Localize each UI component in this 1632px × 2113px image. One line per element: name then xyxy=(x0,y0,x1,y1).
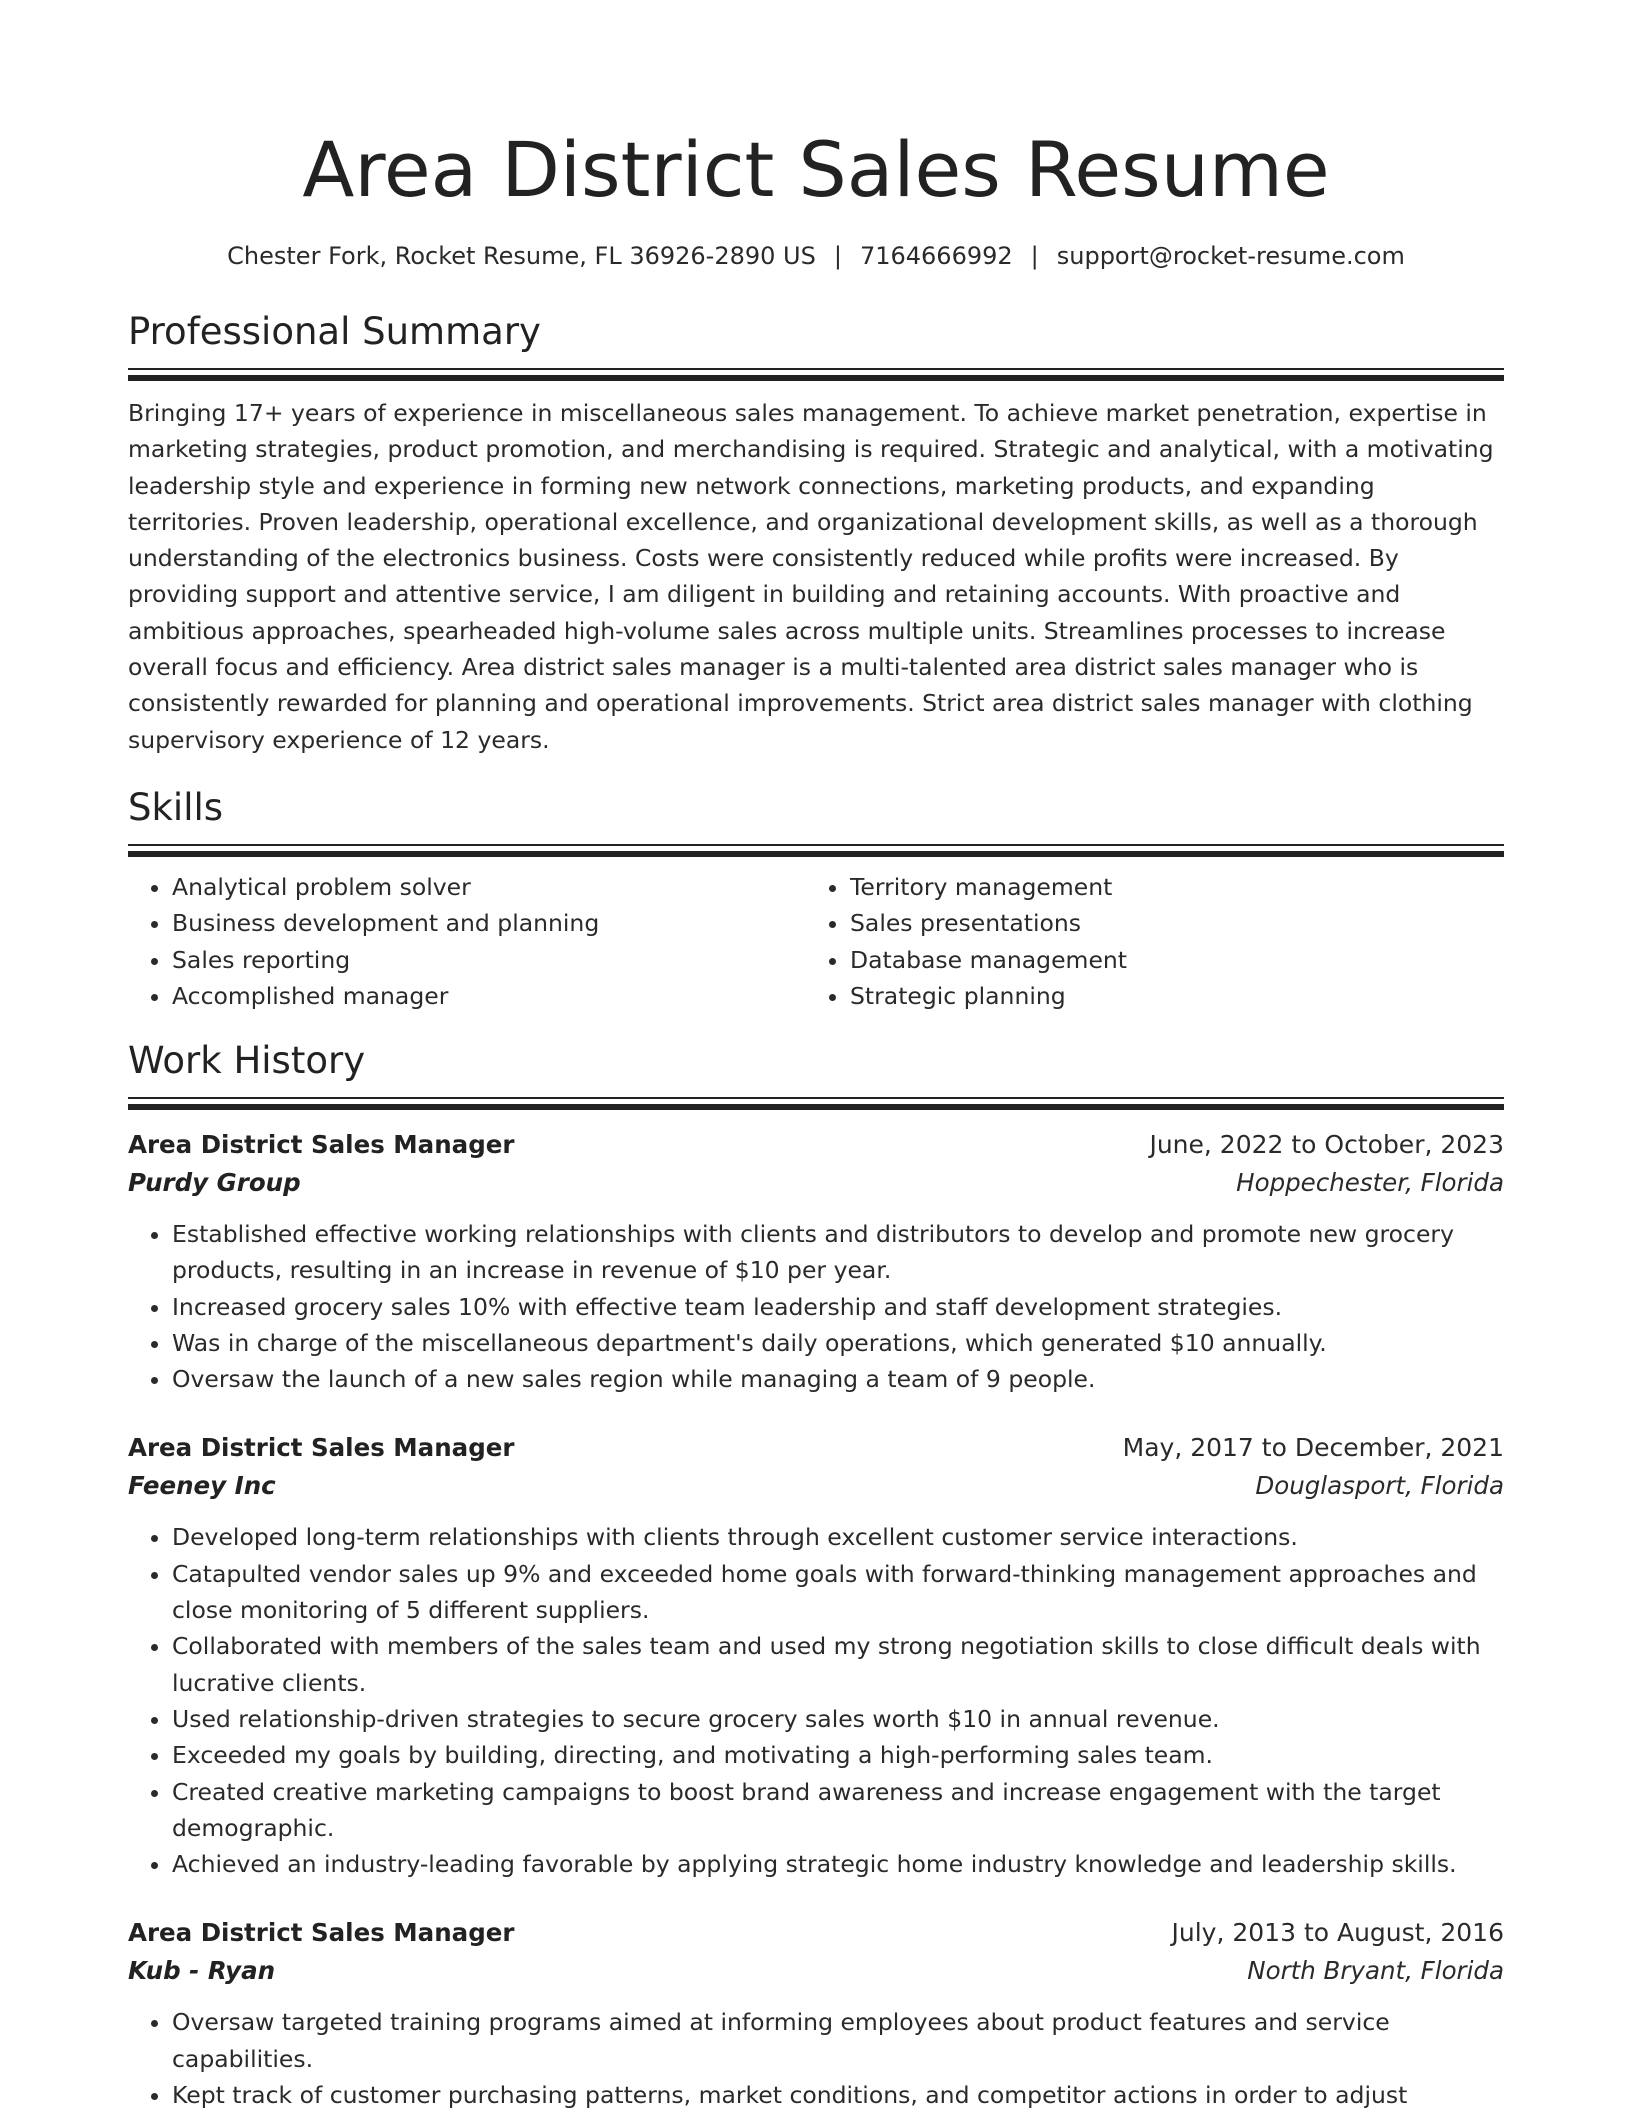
job-header xyxy=(128,1429,1504,1467)
section-divider xyxy=(128,1097,1504,1110)
job-subheader xyxy=(128,1467,1504,1505)
job-dates: July, 2013 to August, 2016 xyxy=(1171,1918,1504,1948)
job-title: Area District Sales Manager xyxy=(128,1433,515,1463)
address: Chester Fork, Rocket Resume, FL 36926-2890 US xyxy=(227,242,816,270)
job-bullets xyxy=(128,2004,1504,2113)
section-divider xyxy=(128,368,1504,381)
skills-column-left xyxy=(128,869,806,1015)
job-bullet: • Exceeded my goals by building, directing, and motivating a high-performing sales team. xyxy=(172,1737,1504,1773)
skill-item: • Accomplished manager xyxy=(172,978,806,1015)
job-bullets xyxy=(128,1519,1504,1882)
job-location: Douglasport, Florida xyxy=(1255,1471,1504,1501)
professional-summary-section xyxy=(128,310,1504,758)
summary-text: Bringing 17+ years of experience in miscellaneous sales management. To achieve market penetration, expertise in marketing strategies, product promotion, and merchandising is required. Strategic and analytical, with a motivating leadership style and experience in forming new network connections, marketing products, and expanding territories. Proven leadership, operational excellence, and organizational development skills, as well as a thorough understanding of the electronics business. Costs were consistently reduced while profits were increased. By providing support and attentive service, I am diligent in building and retaining accounts. With proactive and ambitious approaches, spearheaded high-volume sales across multiple units. Streamlines processes to increase overall focus and efficiency. Area district sales manager is a multi-talented area district sales manager who is consistently rewarded for planning and operational improvements. Strict area district sales manager with clothing supervisory experience of 12 years. xyxy=(128,399,1494,754)
section-title-summary: Professional Summary xyxy=(128,310,541,353)
email: support@rocket-resume.com xyxy=(1056,242,1405,270)
job-subheader xyxy=(128,1952,1504,1990)
contact-separator: | xyxy=(833,242,842,270)
job-bullets xyxy=(128,1216,1504,1397)
job-bullet: • Oversaw targeted training programs aimed at informing employees about product features and service capabilities. xyxy=(172,2004,1504,2077)
skill-item: • Sales reporting xyxy=(172,942,806,979)
job-entry xyxy=(128,1429,1504,1882)
job-bullet: • Increased grocery sales 10% with effective team leadership and staff development strategies. xyxy=(172,1289,1504,1325)
company-name: Feeney Inc xyxy=(128,1471,276,1501)
job-dates: May, 2017 to December, 2021 xyxy=(1122,1433,1504,1463)
contact-separator: | xyxy=(1030,242,1039,270)
job-bullet: • Created creative marketing campaigns to boost brand awareness and increase engagement with the target demographic. xyxy=(172,1774,1504,1847)
job-location: Hoppechester, Florida xyxy=(1236,1167,1504,1197)
skill-item: • Territory management xyxy=(850,869,1484,906)
job-header xyxy=(128,1914,1504,1952)
contact-line xyxy=(128,240,1504,272)
job-bullet: • Oversaw the launch of a new sales region while managing a team of 9 people. xyxy=(172,1361,1504,1397)
job-bullet: • Achieved an industry-leading favorable by applying strategic home industry knowledge and leadership skills. xyxy=(172,1846,1504,1882)
skills-column-right xyxy=(806,869,1484,1015)
section-title-skills: Skills xyxy=(128,785,224,829)
company-name: Purdy Group xyxy=(128,1167,301,1197)
job-entry xyxy=(128,1914,1504,2113)
skill-item: • Sales presentations xyxy=(850,905,1484,942)
job-bullet: • Collaborated with members of the sales team and used my strong negotiation skills to close difficult deals with lucrative clients. xyxy=(172,1628,1504,1701)
skill-item: • Business development and planning xyxy=(172,905,806,942)
job-bullet: • Catapulted vendor sales up 9% and exceeded home goals with forward-thinking management approaches and close monitoring of 5 different suppliers. xyxy=(172,1556,1504,1629)
skill-item: • Strategic planning xyxy=(850,978,1484,1015)
resume-page xyxy=(128,0,1504,2113)
resume-title: Area District Sales Resume xyxy=(302,125,1330,214)
job-bullet: • Used relationship-driven strategies to secure grocery sales worth $10 in annual revenue. xyxy=(172,1701,1504,1737)
job-title: Area District Sales Manager xyxy=(128,1129,515,1159)
skill-item: • Database management xyxy=(850,942,1484,979)
job-header xyxy=(128,1126,1504,1164)
section-title-work-history: Work History xyxy=(128,1038,366,1082)
job-bullet: • Established effective working relationships with clients and distributors to develop and promote new grocery products, resulting in an increase in revenue of $10 per year. xyxy=(172,1216,1504,1289)
job-subheader xyxy=(128,1164,1504,1202)
job-location: North Bryant, Florida xyxy=(1247,1956,1504,1986)
job-bullet: • Kept track of customer purchasing patterns, market conditions, and competitor actions in order to adjust xyxy=(172,2077,1504,2113)
skill-item: • Analytical problem solver xyxy=(172,869,806,906)
job-entry xyxy=(128,1126,1504,1397)
job-bullet: • Developed long-term relationships with clients through excellent customer service interactions. xyxy=(172,1519,1504,1555)
section-divider xyxy=(128,844,1504,857)
company-name: Kub - Ryan xyxy=(128,1956,276,1986)
skills-list xyxy=(128,869,1504,1015)
phone: 7164666992 xyxy=(859,242,1013,270)
work-history-section xyxy=(128,1039,1504,2113)
job-bullet: • Was in charge of the miscellaneous department's daily operations, which generated $10 annually. xyxy=(172,1325,1504,1361)
skills-section xyxy=(128,786,1504,1015)
job-title: Area District Sales Manager xyxy=(128,1918,515,1948)
job-dates: June, 2022 to October, 2023 xyxy=(1149,1129,1504,1159)
